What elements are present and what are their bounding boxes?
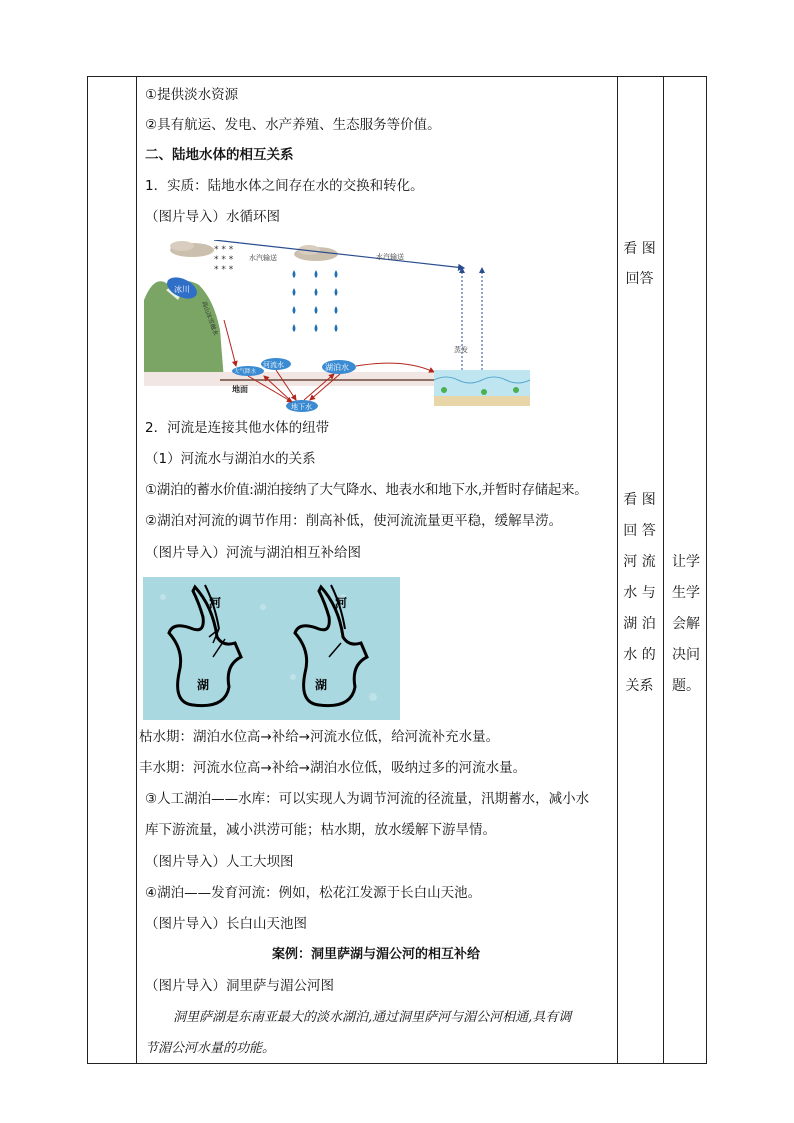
text-line: 1．实质：陆地水体之间存在水的交换和转化。 — [145, 178, 424, 194]
cell-text: 决问 — [672, 647, 700, 663]
text-line: （图片导入）水循环图 — [145, 209, 280, 225]
text-line: （图片导入）人工大坝图 — [145, 854, 294, 870]
svg-text:* * *: * * * — [214, 265, 234, 275]
cell-text: 看 图 — [623, 241, 656, 257]
case-heading: 案例：洞里萨湖与湄公河的相互补给 — [271, 947, 480, 962]
text-line: （图片导入）河流与湖泊相互补给图 — [145, 545, 361, 561]
cell-text: 让学 — [672, 554, 700, 570]
case-text: 节湄公河水量的功能。 — [145, 1041, 276, 1056]
text-line: ②具有航运、发电、水产养殖、生态服务等价值。 — [145, 117, 441, 133]
cell-text: 湖 泊 — [623, 616, 656, 632]
text-line: ①提供淡水资源 — [145, 87, 239, 103]
snow-label: * * * — [214, 245, 234, 255]
precip-water-label: 大气降水 — [234, 369, 257, 375]
lake-label: 湖 — [197, 678, 210, 692]
text-line: ②湖泊对河流的调节作用：削高补低，使河流流量更平稳，缓解旱涝。 — [145, 513, 563, 529]
text-line: （图片导入）洞里萨与湄公河图 — [145, 978, 334, 994]
river-water-label: 河流水 — [263, 361, 284, 369]
text-line: ③人工湖泊——水库：可以实现人为调节河流的径流量，汛期蓄水，减小水 — [145, 791, 590, 807]
river-label: 河 — [209, 596, 222, 610]
cell-text: 水 的 — [623, 647, 656, 663]
text-line: ④湖泊——发育河流：例如，松花江发源于长白山天池。 — [145, 885, 482, 901]
water-cycle-figure — [144, 240, 530, 412]
cell-text: 看 图 — [623, 492, 656, 508]
cell-text: 水 与 — [623, 585, 656, 601]
activity-cell-2 — [617, 491, 662, 695]
glacier-label: 冰川 — [174, 285, 190, 294]
cell-text: 生学 — [672, 585, 700, 601]
ground-label: 地面 — [232, 385, 248, 394]
text-line: ①湖泊的蓄水价值:湖泊接纳了大气降水、地表水和地下水,并暂时存储起来。 — [145, 482, 588, 498]
precipitation-icon — [293, 270, 338, 332]
column-divider — [663, 77, 664, 1063]
section-heading: 二、陆地水体的相互关系 — [145, 147, 294, 163]
intent-cell — [665, 553, 707, 695]
vapor-label: 水汽输送 — [376, 253, 404, 261]
lake-water-label: 湖泊水 — [325, 363, 349, 372]
vapor-label: 水汽输送 — [249, 254, 277, 262]
text-line: 库下游流量，减小洪涝可能；枯水期，放水缓解下游旱情。 — [145, 822, 496, 838]
text-line: 丰水期：河流水位高→补给→湖泊水位低，吸纳过多的河流水量。 — [139, 760, 527, 776]
cell-text: 题。 — [672, 678, 700, 694]
text-line: （1）河流水与湖泊水的关系 — [145, 451, 316, 467]
cell-text: 关系 — [625, 678, 654, 694]
cell-text: 回答 — [625, 271, 654, 287]
text-line: （图片导入）长白山天池图 — [145, 916, 307, 932]
groundwater-label: 地下水 — [291, 403, 312, 411]
river-lake-figure — [143, 577, 400, 720]
lake-label: 湖 — [315, 678, 328, 692]
river-label: 河 — [335, 596, 348, 610]
activity-cell-1 — [617, 240, 662, 288]
cell-text: 回 答 — [623, 523, 656, 539]
evaporation-label: 蒸发 — [454, 346, 468, 354]
text-line: 枯水期：湖泊水位高→补给→河流水位低，给河流补充水量。 — [139, 729, 500, 745]
cell-text: 河 流 — [623, 554, 656, 570]
case-text: 洞里萨湖是东南亚最大的淡水湖泊,通过洞里萨河与湄公河相通,具有调 — [173, 1010, 572, 1025]
svg-text:* * *: * * * — [214, 255, 234, 265]
meltwater-label: 高山冰雪融水 — [200, 300, 220, 337]
text-line: 2．河流是连接其他水体的纽带 — [145, 420, 330, 436]
cell-text: 会解 — [672, 616, 700, 632]
column-divider — [136, 77, 137, 1063]
